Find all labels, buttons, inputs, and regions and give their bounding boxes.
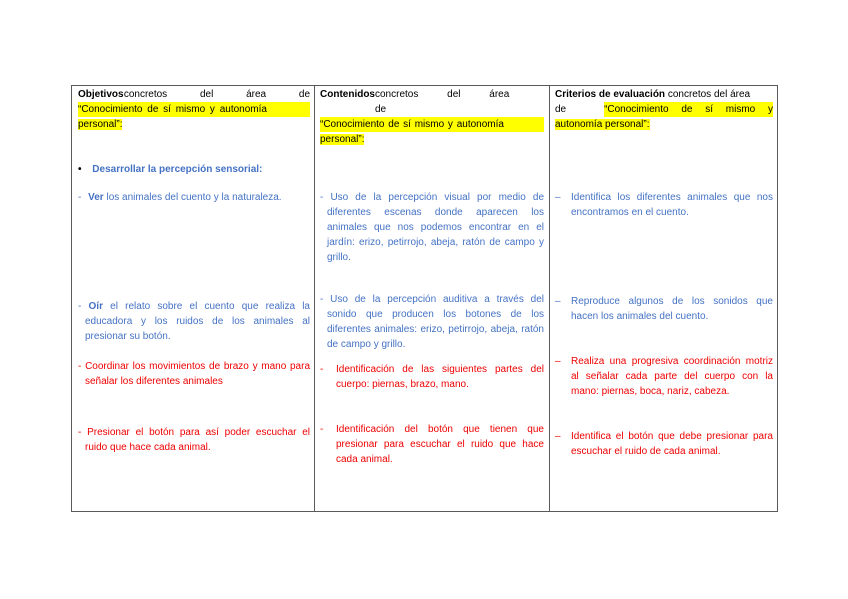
dash-icon: – <box>555 431 561 442</box>
col3-item-3 <box>555 354 773 399</box>
dash-icon: – <box>555 296 561 307</box>
col1-item-4 <box>78 425 310 455</box>
col1-bullet-text: Desarrollar la percepción sensorial: <box>92 164 263 175</box>
dash-icon: - <box>78 427 82 438</box>
dash-icon: - <box>320 364 324 375</box>
col3-item-4-text: Identifica el botón que debe presionar para escuchar el ruido de cada animal. <box>571 431 773 457</box>
dash-icon: - <box>78 301 82 312</box>
col1-item-3 <box>78 359 310 389</box>
col2-item-4 <box>320 422 544 467</box>
col1-item-1 <box>78 190 310 205</box>
col3-header-de: de <box>555 104 567 115</box>
col2-item-2-text: Uso de la percepción auditiva a través del sonido que producen los botones de los diferentes animales: erizo, petirrojo, abeja, ratón de campo y grillo. <box>327 294 544 350</box>
col1-header <box>78 87 310 132</box>
col3-item-2 <box>555 294 773 324</box>
col3-item-1-text: Identifica los diferentes animales que nos encontramos en el cuento. <box>571 192 773 218</box>
dash-icon: – <box>555 356 561 367</box>
dash-icon: - <box>320 424 324 435</box>
col1-item-2 <box>78 299 310 344</box>
col2-item-4-text: Identificación del botón que tienen que presionar para escuchar el ruido que hace cada animal. <box>336 424 544 465</box>
col1-header-bold: Objetivos <box>78 89 124 100</box>
curriculum-table <box>71 85 778 512</box>
col2-header-bold: Contenidos <box>320 89 375 100</box>
col2-item-3-text: Identificación de las siguientes partes del cuerpo: piernas, brazo, mano. <box>336 364 544 390</box>
col1-item-4-text: Presionar el botón para así poder escuchar el ruido que hace cada animal. <box>85 427 311 453</box>
col1-header-quote-1: “Conocimiento de sí mismo y autonomía <box>78 102 310 117</box>
col1-item-3-text: Coordinar los movimientos de brazo y mano para señalar los diferentes animales <box>85 361 311 387</box>
col3-item-2-text: Reproduce algunos de los sonidos que hacen los animales del cuento. <box>571 296 773 322</box>
col3-item-3-text: Realiza una progresiva coordinación motriz al señalar cada parte del cuerpo con la mano: piernas, boca, nariz, cabeza. <box>571 356 773 397</box>
col3-header-quote-2: autonomía personal”: <box>555 119 650 130</box>
dash-icon: – <box>555 192 561 203</box>
col3-item-4 <box>555 429 773 459</box>
col2-header-rest: concretos del área de <box>375 89 510 115</box>
col3-header-bold: Criterios de evaluación <box>555 89 666 100</box>
col2-header-quote-1: “Conocimiento de sí mismo y autonomía <box>320 117 544 132</box>
column-divider-2 <box>549 86 550 511</box>
bullet-icon: • <box>78 164 82 175</box>
col2-header-quote-2: personal”: <box>320 134 365 145</box>
col1-header-quote-2: personal”: <box>78 119 123 130</box>
col1-item-2-text: el relato sobre el cuento que realiza la educadora y los ruidos de los animales al presionar su botón. <box>85 301 310 342</box>
col3-header <box>555 87 773 132</box>
col2-item-1 <box>320 190 544 265</box>
col1-item-1-lead: Ver <box>88 192 104 203</box>
col2-item-2 <box>320 292 544 352</box>
col3-item-1 <box>555 190 773 220</box>
col3-header-rest: concretos del área <box>667 89 751 100</box>
dash-icon: - <box>78 192 82 203</box>
column-divider-1 <box>314 86 315 511</box>
col1-bullet <box>78 162 262 177</box>
dash-icon: - <box>320 192 324 203</box>
col3-header-quote-1: “Conocimiento de sí mismo y <box>604 104 773 115</box>
col2-header <box>320 87 544 147</box>
col1-item-1-text: los animales del cuento y la naturaleza. <box>106 192 282 203</box>
col1-item-2-lead: Oír <box>88 301 103 312</box>
col2-item-1-text: Uso de la percepción visual por medio de diferentes escenas donde aparecen los animales que nos podemos encontrar en el jardín: erizo, petirrojo, abeja, ratón de campo y grillo. <box>327 192 545 263</box>
dash-icon: - <box>320 294 324 305</box>
col2-item-3 <box>320 362 544 392</box>
dash-icon: - <box>78 361 82 372</box>
col1-header-rest: concretos del área de <box>123 89 310 100</box>
